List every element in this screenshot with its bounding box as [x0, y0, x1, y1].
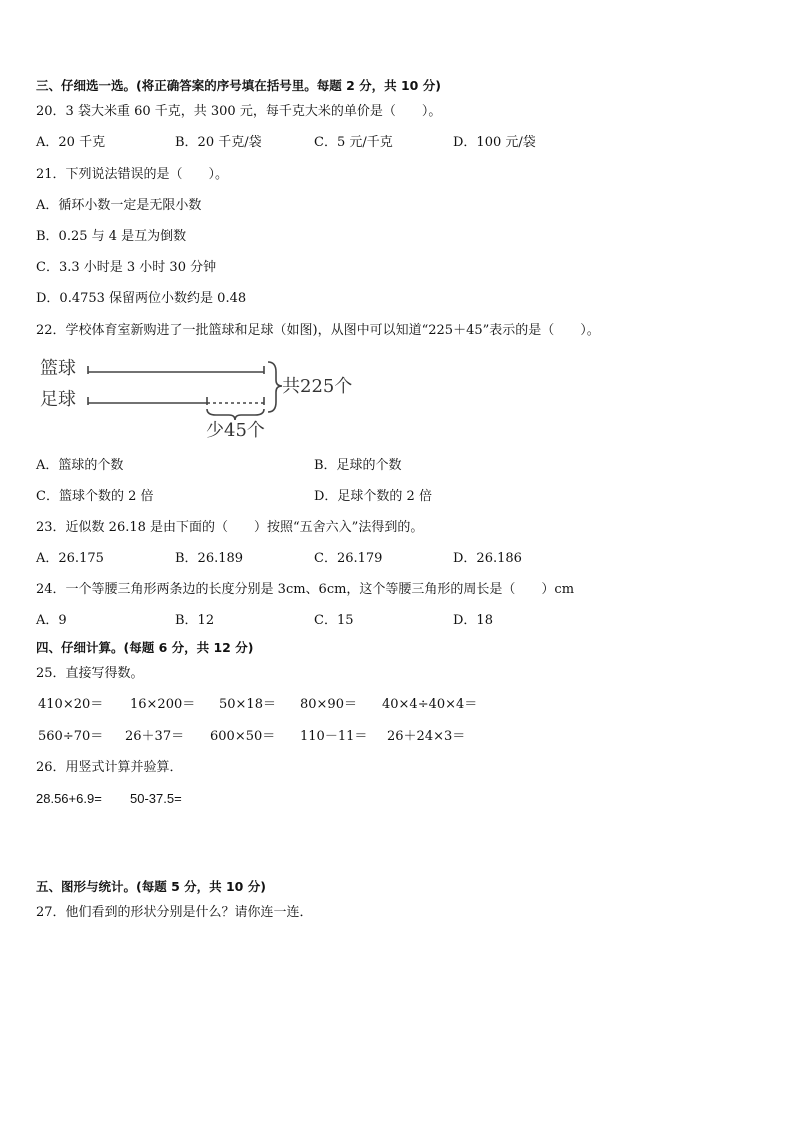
section-3-heading: 三、仔细选一选。(将正确答案的序号填在括号里。每题 2 分，共 10 分) — [36, 78, 441, 93]
calc-item: 110－11＝ — [300, 729, 368, 744]
calc-item: 16×200＝ — [130, 697, 196, 712]
calc-item: 600×50＝ — [210, 729, 276, 744]
diagram-difference-label: 少45个 — [206, 420, 265, 441]
question-22-option-b: B．足球的个数 — [314, 458, 402, 473]
calc-item: 26＋24×3＝ — [387, 729, 466, 744]
question-22-stem: 22．学校体育室新购进了一批篮球和足球（如图)，从图中可以知道“225＋45”表示的是（ ）。 — [36, 323, 600, 338]
question-23-option-d: D．26.186 — [453, 551, 522, 566]
question-22-option-d: D．足球个数的 2 倍 — [314, 489, 432, 504]
question-21-option-d: D．0.4753 保留两位小数约是 0.48 — [36, 291, 247, 306]
question-23-stem: 23．近似数 26.18 是由下面的（ ）按照“五舍六入”法得到的。 — [36, 520, 424, 535]
question-24-option-b: B．12 — [175, 613, 215, 628]
calc-item: 40×4÷40×4＝ — [382, 697, 478, 712]
question-20-option-c: C．5 元/千克 — [314, 135, 393, 150]
football-segment — [88, 397, 264, 405]
question-20-stem: 20．3 袋大米重 60 千克，共 300 元，每千克大米的单价是（ ）。 — [36, 104, 442, 119]
section-4-heading: 四、仔细计算。(每题 6 分，共 12 分) — [36, 640, 254, 655]
diagram-label-basketball: 篮球 — [40, 358, 76, 379]
question-21-stem: 21．下列说法错误的是（ ）。 — [36, 167, 229, 182]
total-brace — [268, 362, 282, 412]
basketball-football-line-diagram — [36, 352, 366, 442]
calc-item: 80×90＝ — [300, 697, 357, 712]
question-23-option-a: A．26.175 — [36, 551, 104, 566]
question-20-option-d: D．100 元/袋 — [453, 135, 536, 150]
calc-item: 50×18＝ — [219, 697, 276, 712]
question-20-option-a: A．20 千克 — [36, 135, 106, 150]
question-23-option-c: C．26.179 — [314, 551, 383, 566]
difference-brace — [207, 409, 264, 420]
question-21-option-c: C．3.3 小时是 3 小时 30 分钟 — [36, 260, 217, 275]
question-24-stem: 24．一个等腰三角形两条边的长度分别是 3cm、6cm，这个等腰三角形的周长是（ ）cm — [36, 582, 575, 597]
calc-item: 26＋37＝ — [125, 729, 185, 744]
diagram-total-label: 共225个 — [282, 376, 353, 397]
question-21-option-a: A．循环小数一定是无限小数 — [36, 198, 202, 213]
question-24-option-c: C．15 — [314, 613, 354, 628]
calc-item: 560÷70＝ — [38, 729, 104, 744]
vertical-calc-item-1: 28.56+6.9= — [36, 791, 102, 806]
vertical-calc-item-2: 50-37.5= — [130, 791, 182, 806]
question-24-option-d: D．18 — [453, 613, 493, 628]
question-27-stem: 27．他们看到的形状分别是什么？请你连一连． — [36, 905, 313, 920]
question-24-option-a: A．9 — [36, 613, 67, 628]
basketball-segment — [88, 366, 264, 374]
question-20-option-b: B．20 千克/袋 — [175, 135, 262, 150]
question-23-option-b: B．26.189 — [175, 551, 244, 566]
question-21-option-b: B．0.25 与 4 是互为倒数 — [36, 229, 187, 244]
question-22-option-c: C．篮球个数的 2 倍 — [36, 489, 154, 504]
calc-item: 410×20＝ — [38, 697, 104, 712]
question-25-stem: 25．直接写得数。 — [36, 666, 144, 681]
diagram-label-football: 足球 — [40, 389, 76, 410]
section-5-heading: 五、图形与统计。(每题 5 分，共 10 分) — [36, 879, 266, 894]
question-22-option-a: A．篮球的个数 — [36, 458, 124, 473]
question-26-stem: 26．用竖式计算并验算． — [36, 760, 183, 775]
